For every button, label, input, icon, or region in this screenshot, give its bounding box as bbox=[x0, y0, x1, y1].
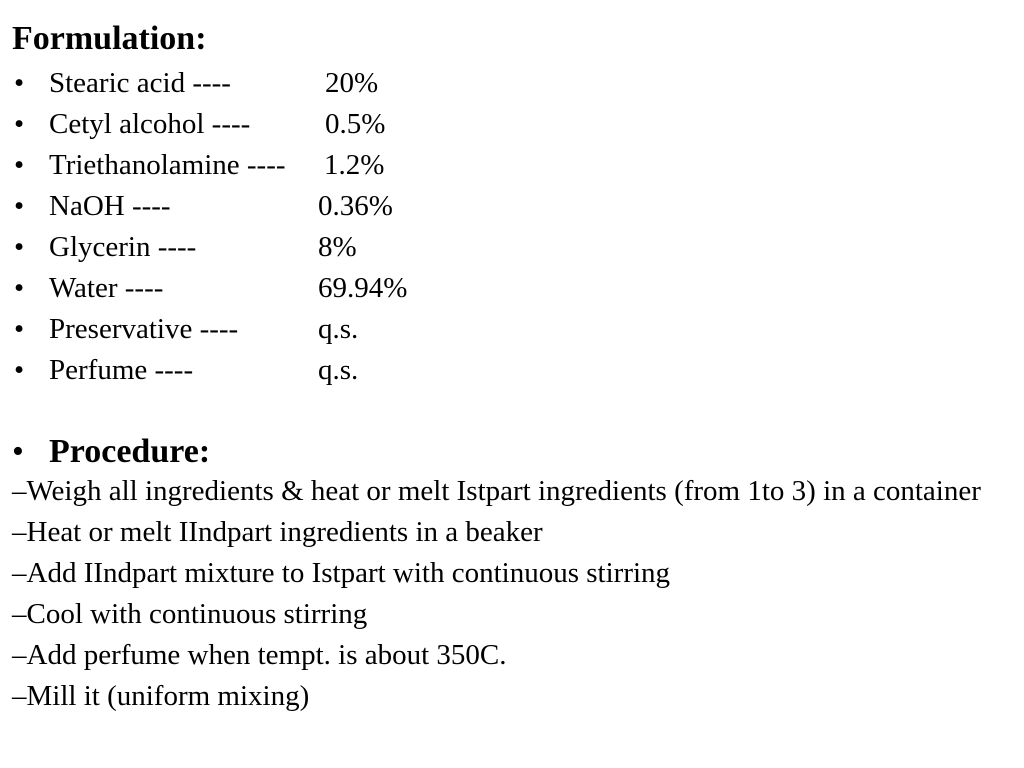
bullet-icon: • bbox=[14, 231, 25, 263]
bullet-icon: • bbox=[14, 67, 25, 99]
ingredient-item bbox=[0, 309, 1024, 350]
bullet-icon: • bbox=[14, 313, 25, 345]
ingredient-item bbox=[0, 186, 1024, 227]
bullet-icon: • bbox=[14, 190, 25, 222]
ingredient-item bbox=[0, 145, 1024, 186]
ingredient-amount: 0.36% bbox=[318, 190, 393, 222]
ingredient-list bbox=[0, 63, 1024, 391]
procedure-heading: Procedure: bbox=[49, 433, 211, 470]
ingredient-amount: 69.94% bbox=[318, 272, 408, 304]
bullet-icon: • bbox=[14, 149, 25, 181]
procedure-steps bbox=[0, 475, 1024, 721]
ingredient-amount: 1.2% bbox=[324, 149, 385, 181]
ingredient-name: Cetyl alcohol ---- bbox=[49, 108, 251, 140]
ingredient-amount: 20% bbox=[325, 67, 379, 99]
procedure-step: –Cool with continuous stirring bbox=[12, 598, 368, 630]
ingredient-amount: 0.5% bbox=[325, 108, 386, 140]
formulation-heading: Formulation: bbox=[12, 20, 207, 57]
procedure-step: –Add IIndpart mixture to Istpart with continuous stirring bbox=[12, 557, 671, 589]
ingredient-item bbox=[0, 350, 1024, 391]
ingredient-name: Water ---- bbox=[49, 272, 164, 304]
ingredient-name: NaOH ---- bbox=[49, 190, 171, 222]
ingredient-name: Triethanolamine ---- bbox=[49, 149, 286, 181]
procedure-step: –Heat or melt IIndpart ingredients in a beaker bbox=[12, 516, 543, 548]
ingredient-name: Preservative ---- bbox=[49, 313, 239, 345]
procedure-step: –Weigh all ingredients & heat or melt Istpart ingredients (from 1to 3) in a container bbox=[12, 475, 981, 507]
bullet-icon: • bbox=[12, 433, 24, 470]
ingredient-item bbox=[0, 63, 1024, 104]
bullet-icon: • bbox=[14, 272, 25, 304]
ingredient-name: Glycerin ---- bbox=[49, 231, 197, 263]
procedure-heading-row bbox=[0, 430, 1024, 474]
bullet-icon: • bbox=[14, 354, 25, 386]
ingredient-amount: q.s. bbox=[318, 354, 359, 386]
ingredient-item bbox=[0, 104, 1024, 145]
ingredient-amount: q.s. bbox=[318, 313, 359, 345]
ingredient-name: Perfume ---- bbox=[49, 354, 194, 386]
ingredient-name: Stearic acid ---- bbox=[49, 67, 231, 99]
procedure-step: –Add perfume when tempt. is about 350C. bbox=[12, 639, 507, 671]
ingredient-item bbox=[0, 227, 1024, 268]
procedure-step: –Mill it (uniform mixing) bbox=[12, 680, 310, 712]
ingredient-item bbox=[0, 268, 1024, 309]
ingredient-amount: 8% bbox=[318, 231, 357, 263]
bullet-icon: • bbox=[14, 108, 25, 140]
